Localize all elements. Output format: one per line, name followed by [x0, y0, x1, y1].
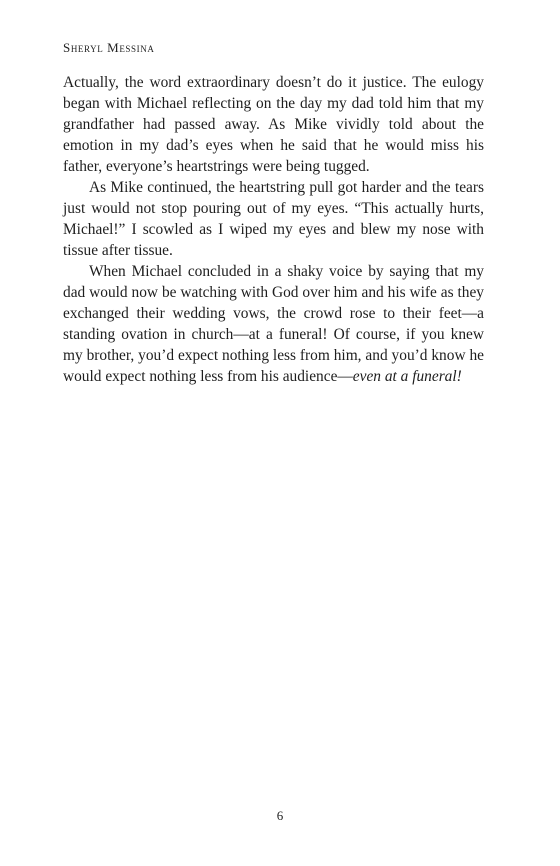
running-head-author: Sheryl Messina — [63, 40, 155, 55]
paragraph: Actually, the word extraordinary doesn’t do it justice. The eulogy began with Michael reflecting on the day my dad told him that my grandfather had passed away. As Mike vividly told about the emotion in my dad’s eyes when he said that he would miss his father, everyone’s heartstrings were being tugged. — [63, 74, 484, 175]
paragraph: As Mike continued, the heartstring pull got harder and the tears just would not stop pouring out of my eyes. “This actually hurts, Michael!” I scowled as I wiped my eyes and blew my nose with tissue after tissue. — [63, 179, 484, 259]
body-text — [63, 72, 484, 387]
emphasis-text: even at a funeral! — [352, 368, 462, 385]
page-number: 6 — [276, 808, 284, 823]
paragraph — [63, 261, 484, 387]
paragraph-text: When Michael concluded in a shaky voice by saying that my dad would now be watching with God over him and his wife as they exchanged their wedding vows, the crowd rose to their feet—a standing ovation in church—at a funeral! Of course, if you knew my brother, you’d expect nothing less from him, and you’d know he would expect nothing less from his audience— — [63, 263, 484, 385]
